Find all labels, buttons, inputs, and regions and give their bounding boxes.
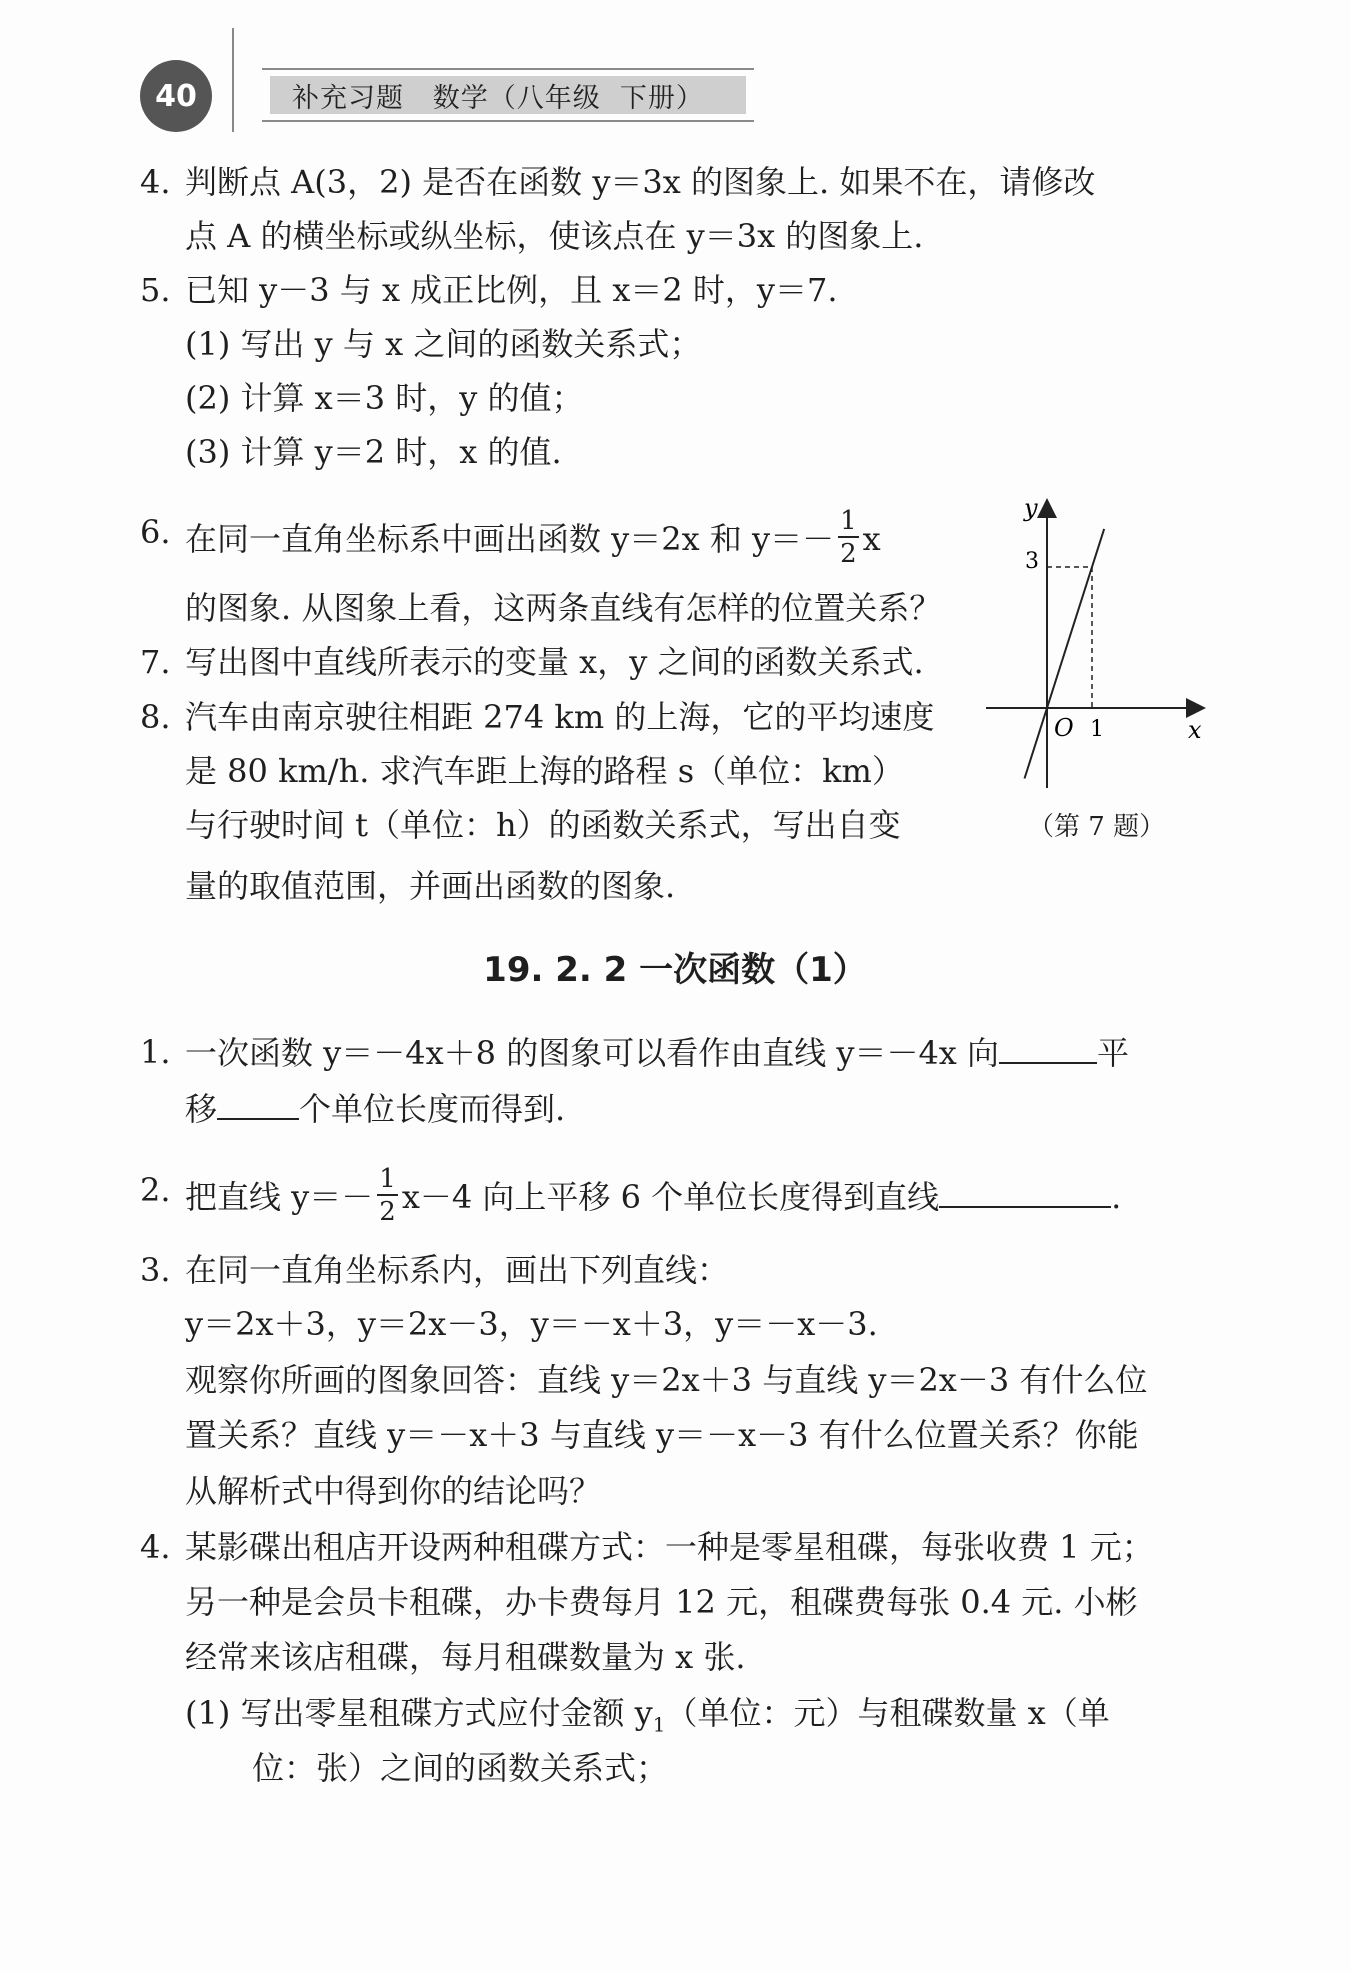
problem-number: 4.: [140, 163, 171, 201]
fraction-numerator: 1: [840, 506, 857, 536]
problem-text: 点 A 的横坐标或纵坐标，使该点在 y＝3x 的图象上.: [185, 217, 924, 255]
problem-text: 汽车由南京驶往相距 274 km 的上海，它的平均速度: [185, 698, 935, 736]
problem-text: 置关系？直线 y＝－x＋3 与直线 y＝－x－3 有什么位置关系？你能: [185, 1416, 1139, 1454]
problem-text: 写出图中直线所表示的变量 x，y 之间的函数关系式.: [185, 643, 924, 681]
fraction-denominator: 2: [840, 539, 857, 569]
problem-text: 是 80 km/h. 求汽车距上海的路程 s（单位：km）: [185, 752, 904, 790]
problem-text: 的图象. 从图象上看，这两条直线有怎样的位置关系？: [185, 589, 942, 627]
problem-text: 某影碟出租店开设两种租碟方式：一种是零星租碟，每张收费 1 元；: [185, 1528, 1154, 1566]
problem-text-part: 个单位长度而得到.: [299, 1090, 566, 1128]
problem-text-part: （单位：元）与租碟数量 x（单: [665, 1694, 1110, 1732]
y-tick-label: 3: [1025, 549, 1039, 574]
problem-text: 判断点 A(3，2) 是否在函数 y＝3x 的图象上. 如果不在，请修改: [185, 163, 1096, 201]
header-divider: [232, 28, 234, 132]
problem-text: 从解析式中得到你的结论吗？: [185, 1472, 602, 1510]
subscript: 1: [652, 1712, 666, 1737]
sub-question: 位：张）之间的函数关系式；: [252, 1749, 669, 1787]
problem-text-part: x－4 向上平移 6 个单位长度得到直线: [401, 1178, 940, 1216]
problem-text-part: 移: [185, 1090, 218, 1128]
problem-text: [185, 1164, 1122, 1229]
problem-text: y＝2x＋3，y＝2x－3，y＝－x＋3，y＝－x－3.: [185, 1305, 878, 1343]
problem-text: [185, 1088, 565, 1129]
x-axis-label: x: [1188, 716, 1202, 744]
problem-number: 7.: [140, 643, 171, 681]
sub-question: [185, 1693, 1110, 1744]
problem-text: [185, 506, 881, 571]
fraction: [377, 1166, 398, 1225]
problem-text: 在同一直角坐标系内，画出下列直线：: [185, 1251, 730, 1289]
problem-text: 经常来该店租碟，每月租碟数量为 x 张.: [185, 1638, 746, 1676]
sub-question: (1) 写出 y 与 x 之间的函数关系式；: [185, 325, 702, 363]
problem-text-part: 把直线 y＝－: [185, 1178, 374, 1216]
sub-question: (3) 计算 y＝2 时，x 的值.: [185, 433, 562, 471]
problem-text: [185, 1032, 1129, 1073]
answer-blank: [999, 1032, 1097, 1064]
problem-text: 已知 y－3 与 x 成正比例，且 x＝2 时，y＝7.: [185, 271, 838, 309]
problem-text-part: x: [862, 520, 881, 558]
answer-blank: [939, 1176, 1111, 1208]
problem-number: 6.: [140, 513, 171, 551]
problem-number: 8.: [140, 698, 171, 736]
fraction: [838, 508, 859, 567]
problem-text: 观察你所画的图象回答：直线 y＝2x＋3 与直线 y＝2x－3 有什么位: [185, 1361, 1148, 1399]
page-number-badge: 40: [140, 60, 212, 132]
problem-number: 4.: [140, 1528, 171, 1566]
origin-label: O: [1054, 714, 1074, 742]
answer-blank: [217, 1088, 299, 1120]
problem-number: 3.: [140, 1251, 171, 1289]
problem-text-part: .: [1111, 1178, 1122, 1216]
graph-figure: [980, 488, 1220, 848]
problem-number: 1.: [140, 1033, 171, 1071]
problem-text-part: (1) 写出零星租碟方式应付金额 y: [185, 1694, 653, 1732]
figure-caption: （第 7 题）: [1028, 812, 1166, 842]
problem-text-part: 一次函数 y＝－4x＋8 的图象可以看作由直线 y＝－4x 向: [185, 1034, 1000, 1072]
header-title-box: [262, 68, 754, 122]
header-title: 补充习题 数学（八年级 下册）: [270, 76, 746, 114]
y-axis-label: y: [1024, 494, 1038, 522]
x-tick-label: 1: [1090, 717, 1104, 742]
problem-text-part: 在同一直角坐标系中画出函数 y＝2x 和 y＝－: [185, 520, 835, 558]
section-title: 19. 2. 2 一次函数（1）: [483, 950, 867, 990]
problem-text-part: 平: [1097, 1034, 1130, 1072]
fraction-denominator: 2: [379, 1197, 396, 1227]
fraction-numerator: 1: [379, 1164, 396, 1194]
problem-text: 与行驶时间 t（单位：h）的函数关系式，写出自变: [185, 806, 901, 844]
problem-number: 5.: [140, 271, 171, 309]
sub-question: (2) 计算 x＝3 时，y 的值；: [185, 379, 584, 417]
problem-text: 另一种是会员卡租碟，办卡费每月 12 元，租碟费每张 0.4 元. 小彬: [185, 1583, 1138, 1621]
problem-number: 2.: [140, 1171, 171, 1209]
problem-text: 量的取值范围，并画出函数的图象.: [185, 867, 676, 905]
